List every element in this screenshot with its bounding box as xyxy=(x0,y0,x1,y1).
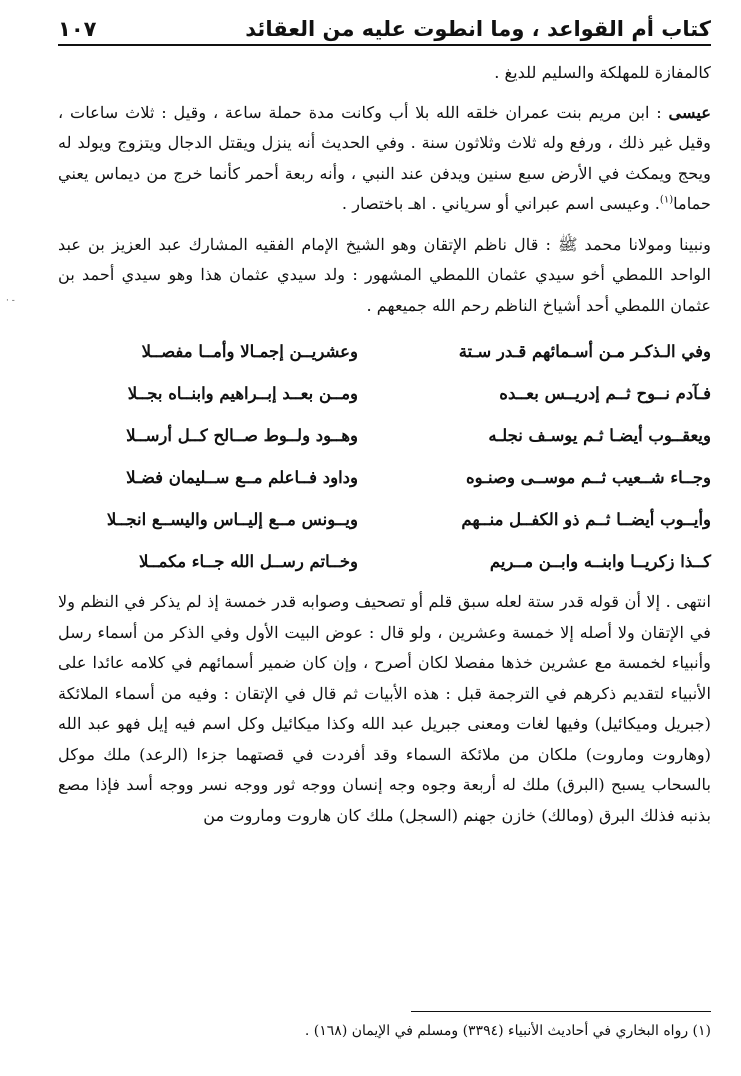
verse-second-hemistich: وداود فــاعلم مــع ســليمان فضـلا xyxy=(126,467,358,487)
paragraph-text: . وعيسى اسم عبراني أو سرياني . اهـ باختصار . xyxy=(341,194,660,213)
verse-first-hemistich: فـآدم نــوح ثــم إدريــس بعــده xyxy=(499,383,711,403)
verse-second-hemistich: وعشريــن إجمـالا وأمــا مفصــلا xyxy=(141,341,358,361)
verse xyxy=(58,331,711,373)
footnote-reference[interactable]: (١) xyxy=(659,194,674,206)
book-title: كتاب أم القواعد ، وما انطوت عليه من العقائد xyxy=(245,17,711,41)
poem xyxy=(58,331,711,583)
margin-mark: · - xyxy=(6,296,15,306)
paragraph-muhammad: ونبينا ومولانا محمد ﷺ : قال ناظم الإتقان وهو الشيخ الإمام الفقيه المشارك عبد العزيز بن عبد الواحد اللمطي أخو سيدي عثمان اللمطي المشهور : ولد سيدي عثمان هذا وهو سيدي أحمد بن عثمان اللمطي أحد أشياخ الناظم رحم الله جميعهم . xyxy=(58,234,711,315)
verse-first-hemistich: وفي الـذكـر مـن أسـمائهم قـدر سـتة xyxy=(458,341,711,361)
verse xyxy=(58,499,711,541)
verse xyxy=(58,541,711,583)
verse xyxy=(58,457,711,499)
verse-second-hemistich: وخــاتم رســل الله جــاء مكمــلا xyxy=(139,551,358,571)
entry-keyword: عيسى xyxy=(668,102,711,122)
verse-first-hemistich: ويعقــوب أيضـا ثـم يوسـف نجلـه xyxy=(488,425,711,445)
page-number: ١٠٧ xyxy=(58,17,97,41)
verse-second-hemistich: ومــن بعــد إبــراهيم وابنــاه بجــلا xyxy=(127,383,358,403)
footnote-divider xyxy=(411,1011,711,1012)
verse-first-hemistich: وجــاء شــعيب ثــم موســى وصنـوه xyxy=(465,467,711,487)
page-body xyxy=(58,58,711,841)
verse xyxy=(58,373,711,415)
paragraph-commentary: انتهى . إلا أن قوله قدر ستة لعله سبق قلم أو تصحيف وصوابه قدر خمسة إذ لم يذكر في النظم ولا في الإتقان ولا أصله إلا خمسة وعشرين ، ولو قال : عوض البيت الأول وفي الذكر من أسماء رسل وأنبياء لخمسة مع عشرين خذها مفصلا لكان أصرح ، وإن كان ضمير أسمائهم في كلامه عائدا على الأنبياء لتقديم ذكرهم في الترجمة قبل : هذه الأبيات ثم قال في الإتقان : وفيه من أسماء الملائكة (جبريل وميكائيل) وفيها لغات ومعنى جبريل عبد الله وكذا ميكائيل وكل اسم فيه إيل فهو عبد الله (وهاروت وماروت) ملكان من ملائكة السماء وقد أفردت في قصتهما جزءا (الرعد) ملك موكل بالسحاب يسبح (البرق) ملك له أربعة وجوه وجه إنسان ووجه ثور ووجه نسر ووجه أسد فإذا مصع بذنبه فذلك البرق (ومالك) خازن جهنم (السجل) ملك كان هاروت وماروت من xyxy=(58,592,711,825)
verse xyxy=(58,415,711,457)
paragraph-text: : ابن مريم بنت عمران خلقه الله بلا أب وكانت مدة حملة ساعة ، وقيل : ثلاث ساعات ، وقيل غير ذلك ، ورفع وله ثلاث وثلاثون سنة . وفي الحديث أنه ينزل ويقتل الدجال ويتزوج ويولد له ويحج ويمكث في الأرض سبع سنين ويدفن عند النبي ، وأنه ربعة أحمر كأنما خرج من ديماس يعني حماما xyxy=(58,102,711,213)
verse-first-hemistich: كــذا زكريــا وابنــه وابــن مــريم xyxy=(489,551,711,571)
paragraph: كالمفازة للمهلكة والسليم للديغ . xyxy=(494,63,711,82)
verse-second-hemistich: ويــونس مــع إليــاس واليســع انجــلا xyxy=(106,509,358,529)
verse-second-hemistich: وهــود ولــوط صــالح كــل أرســلا xyxy=(126,425,358,445)
running-header xyxy=(58,14,711,46)
paragraph-isa xyxy=(58,98,711,220)
verse-first-hemistich: وأيــوب أيضــا ثــم ذو الكفــل منــهم xyxy=(461,509,711,529)
footnote: (١) رواه البخاري في أحاديث الأنبياء (٣٣٩٤) ومسلم في الإيمان (١٦٨) . xyxy=(304,1023,711,1039)
